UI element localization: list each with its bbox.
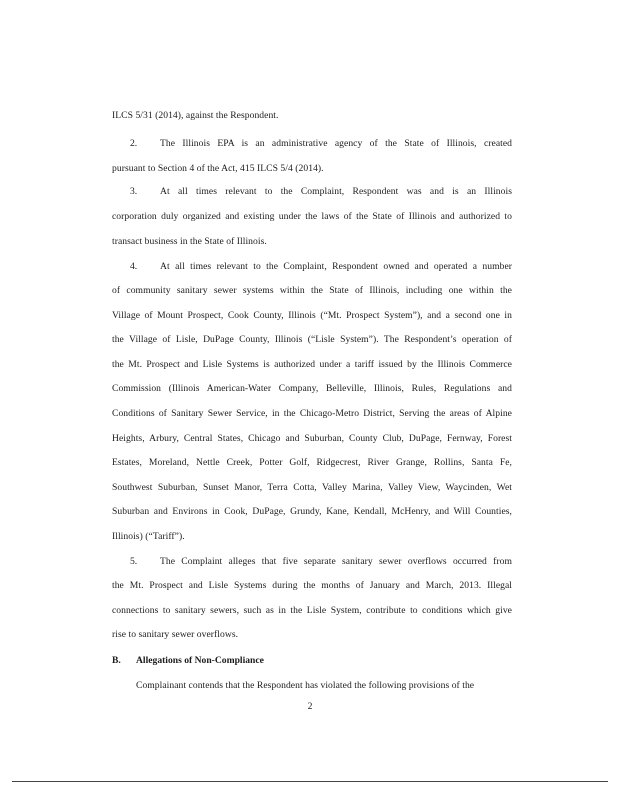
paragraph-5-line: The Complaint alleges that five separate sanitary sewer overflows occurred from [160, 556, 512, 567]
paragraph-4-line: At all times relevant to the Complaint, Respondent owned and operated a number [160, 261, 512, 272]
paragraph-4-line: the Mt. Prospect and Lisle Systems is authorized under a tariff issued by the Illinois Commerce [112, 359, 512, 370]
paragraph-1-tail: ILCS 5/31 (2014), against the Respondent. [112, 110, 279, 121]
paragraph-5-line: connections to sanitary sewers, such as in the Lisle System, contribute to conditions which give [112, 605, 512, 616]
paragraph-2-number: 2. [130, 138, 138, 149]
paragraph-4-line: Southwest Suburban, Sunset Manor, Terra Cotta, Valley Marina, Valley View, Waycinden, Wet [112, 482, 512, 493]
paragraph-4-line: Estates, Moreland, Nettle Creek, Potter Golf, Ridgecrest, River Grange, Rollins, Santa Fe, [112, 457, 512, 468]
paragraph-4-line: of community sanitary sewer systems within the State of Illinois, including one within the [112, 285, 512, 296]
paragraph-2-line: The Illinois EPA is an administrative agency of the State of Illinois, created [160, 138, 512, 149]
paragraph-5-number: 5. [130, 556, 138, 567]
paragraph-4-line: Village of Mount Prospect, Cook County, Illinois (“Mt. Prospect System”), and a second one in [112, 310, 512, 321]
paragraph-4-line: Illinois) (“Tariff”). [112, 531, 185, 542]
page-number: 2 [307, 701, 313, 712]
paragraph-4-line: Commission (Illinois American-Water Company, Belleville, Illinois, Rules, Regulations and [112, 383, 512, 394]
paragraph-4-line: Conditions of Sanitary Sewer Service, in the Chicago-Metro District, Serving the areas of Alpine [112, 408, 512, 419]
footer-divider [12, 781, 608, 782]
paragraph-4-line: Suburban and Environs in Cook, DuPage, Grundy, Kane, Kendall, McHenry, and Will Counties, [112, 506, 512, 517]
paragraph-4-line: the Village of Lisle, DuPage County, Illinois (“Lisle System”). The Respondent’s operation of [112, 334, 512, 345]
paragraph-2-line: pursuant to Section 4 of the Act, 415 ILCS 5/4 (2014). [112, 163, 324, 174]
paragraph-5-line: the Mt. Prospect and Lisle Systems during the months of January and March, 2013. Illegal [112, 580, 512, 591]
paragraph-6-line: Complainant contends that the Respondent has violated the following provisions of the [136, 680, 475, 691]
paragraph-3-line: transact business in the State of Illinois. [112, 236, 267, 247]
paragraph-3-number: 3. [130, 186, 138, 197]
paragraph-3-line: At all times relevant to the Complaint, Respondent was and is an Illinois [160, 186, 512, 197]
paragraph-4-number: 4. [130, 261, 138, 272]
section-heading: Allegations of Non-Compliance [136, 655, 264, 666]
section-letter: B. [112, 655, 121, 666]
paragraph-4-line: Heights, Arbury, Central States, Chicago and Suburban, County Club, DuPage, Fernway, Forest [112, 433, 512, 444]
paragraph-3-line: corporation duly organized and existing under the laws of the State of Illinois and authorized to [112, 211, 512, 222]
paragraph-5-line: rise to sanitary sewer overflows. [112, 629, 239, 640]
